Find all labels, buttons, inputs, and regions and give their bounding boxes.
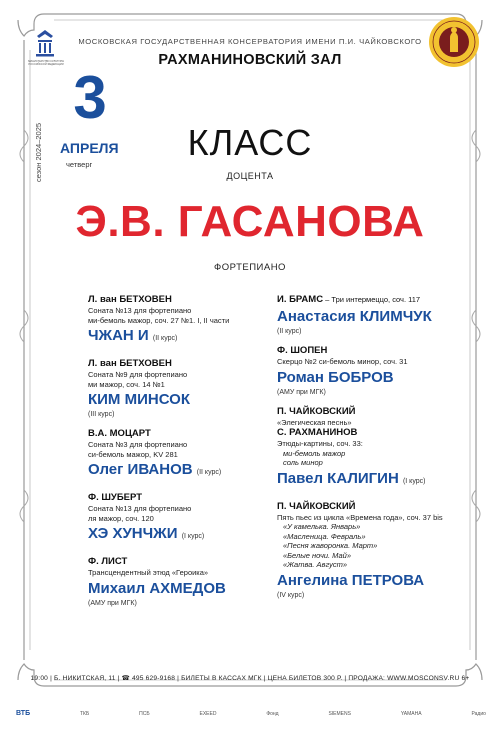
composer: Ф. ШОПЕН [277, 345, 328, 356]
sponsor-logo: Фонд [266, 710, 279, 717]
conservatory-name: МОСКОВСКАЯ ГОСУДАРСТВЕННАЯ КОНСЕРВАТОРИЯ ИМЕНИ П.И. ЧАЙКОВСКОГО [78, 37, 422, 46]
sponsor-logo: ПСБ [139, 710, 150, 717]
ministry-label: МИНИСТЕРСТВО КУЛЬТУРЫ РОССИЙСКОЙ ФЕДЕРАЦИИ [28, 60, 64, 66]
composer: Л. ван БЕТХОВЕН [88, 358, 172, 369]
hall-name: РАХМАНИНОВСКИЙ ЗАЛ [158, 52, 342, 68]
work-inline: – Три интермеццо, соч. 117 [323, 295, 421, 304]
work-line: Скерцо №2 си-бемоль минор, соч. 31 [277, 357, 408, 366]
season-label: сезон 2024–2025 [34, 122, 43, 182]
course-label: (IV курс) [277, 591, 305, 599]
instrument-label: ФОРТЕПИАНО [214, 262, 286, 273]
program-item [277, 294, 477, 336]
performer [88, 460, 288, 483]
work-line: «Песня жаворонка. Март» [283, 541, 378, 550]
performer [88, 524, 288, 547]
course-label: (II курс) [277, 328, 302, 335]
composer: В.А. МОЦАРТ [88, 428, 151, 439]
program-item [88, 492, 288, 547]
program-item [88, 358, 288, 419]
performer-name: Ангелина ПЕТРОВА [277, 571, 425, 589]
course-label: (I курс) [181, 533, 205, 540]
sponsor-logo: ВТБ [16, 710, 31, 717]
work-line: Соната №9 для фортепиано [88, 370, 188, 379]
date-weekday: четверг [66, 160, 93, 169]
program-item [88, 294, 288, 349]
work-line: Соната №13 для фортепиано [88, 306, 192, 315]
course-label: (II курс) [152, 335, 178, 342]
performer [88, 326, 288, 349]
course-label: (I курс) [402, 477, 426, 485]
work-line: ми мажор, соч. 14 №1 [88, 379, 165, 389]
class-title: КЛАСС [187, 122, 313, 163]
program-item [277, 345, 477, 397]
work-line: си-бемоль мажор, KV 281 [88, 449, 178, 459]
composer-name: И. БРАМС [277, 294, 324, 305]
composer: Ф. ШУБЕРТ [88, 492, 143, 503]
work-line: «Жатва. Август» [283, 560, 348, 569]
program-item [88, 428, 288, 483]
composer: П. ЧАЙКОВСКИЙ [277, 405, 356, 417]
performer-name: Павел КАЛИГИН [277, 469, 399, 487]
performer-name: ХЭ ХУНЧЖИ [88, 525, 178, 542]
sponsor-strip [16, 710, 486, 717]
work-line: ми-бемоль мажор, соч. 27 №1. I, II части [88, 315, 230, 325]
composer: П. ЧАЙКОВСКИЙ [277, 500, 356, 512]
sponsor-logo: YAMAHA [400, 710, 422, 717]
date-day: 3 [73, 64, 107, 131]
work-line: «Элегическая песнь» [277, 417, 352, 427]
program-item [277, 501, 477, 600]
program-item [88, 556, 288, 608]
composer: Ф. ЛИСТ [88, 556, 128, 567]
course-label: (III курс) [88, 411, 115, 418]
sponsor-logo: ТКБ [79, 710, 90, 717]
work-line: Этюды-картины, соч. 33: [277, 439, 363, 448]
sponsor-logo: Радио [471, 710, 486, 717]
performer-name: Роман БОБРОВ [277, 368, 394, 386]
rank-label: ДОЦЕНТА [226, 171, 274, 181]
affiliation-label: (АМУ при МГК) [88, 599, 137, 607]
work-line: «У камелька. Январь» [283, 522, 361, 531]
work-line: ля мажор, соч. 120 [88, 513, 154, 523]
course-label: (II курс) [196, 469, 222, 476]
event-info-bar: 19:00 | Б. НИКИТСКАЯ, 11 | ☎ 495 629-9168 | БИЛЕТЫ В КАССАХ МГК | ЦЕНА БИЛЕТОВ 300 Р. | ПРОДАЖА: WWW.MOSCONSV.RU 6+ [30, 675, 470, 682]
program-left-column [88, 294, 288, 617]
ministry-emblem-icon [28, 28, 62, 64]
work-line: ми-бемоль мажор [283, 448, 346, 458]
date-month: АПРЕЛЯ [60, 140, 119, 156]
composer: Л. ван БЕТХОВЕН [88, 294, 172, 305]
composer [277, 294, 477, 306]
program-right-column [277, 294, 477, 609]
work-line: Пять пьес из цикла «Времена года», соч. 37 bis [277, 512, 443, 522]
sponsor-logo: EXEED [199, 710, 217, 717]
work-line: Соната №3 для фортепиано [88, 440, 188, 449]
teacher-name: Э.В. ГАСАНОВА [75, 197, 425, 246]
work-line: «Белые ночи. Май» [283, 550, 352, 560]
program-item [277, 406, 477, 492]
performer [277, 469, 477, 492]
sponsor-logo: SIEMENS [328, 710, 351, 717]
affiliation-label: (АМУ при МГК) [277, 388, 326, 396]
work-line: «Масленица. Февраль» [283, 531, 366, 541]
performer-name: Олег ИВАНОВ [88, 461, 193, 478]
performer-name: Михаил АХМЕДОВ [88, 579, 226, 597]
performer-name: ЧЖАН И [88, 327, 149, 344]
composer: С. РАХМАНИНОВ [277, 427, 358, 438]
work-line: Трансцендентный этюд «Героика» [88, 568, 209, 577]
work-line: соль минор [283, 458, 323, 467]
performer-name: КИМ МИНСОК [88, 391, 190, 408]
performer-name: Анастасия КЛИМЧУК [277, 308, 432, 325]
work-line: Соната №13 для фортепиано [88, 504, 192, 513]
